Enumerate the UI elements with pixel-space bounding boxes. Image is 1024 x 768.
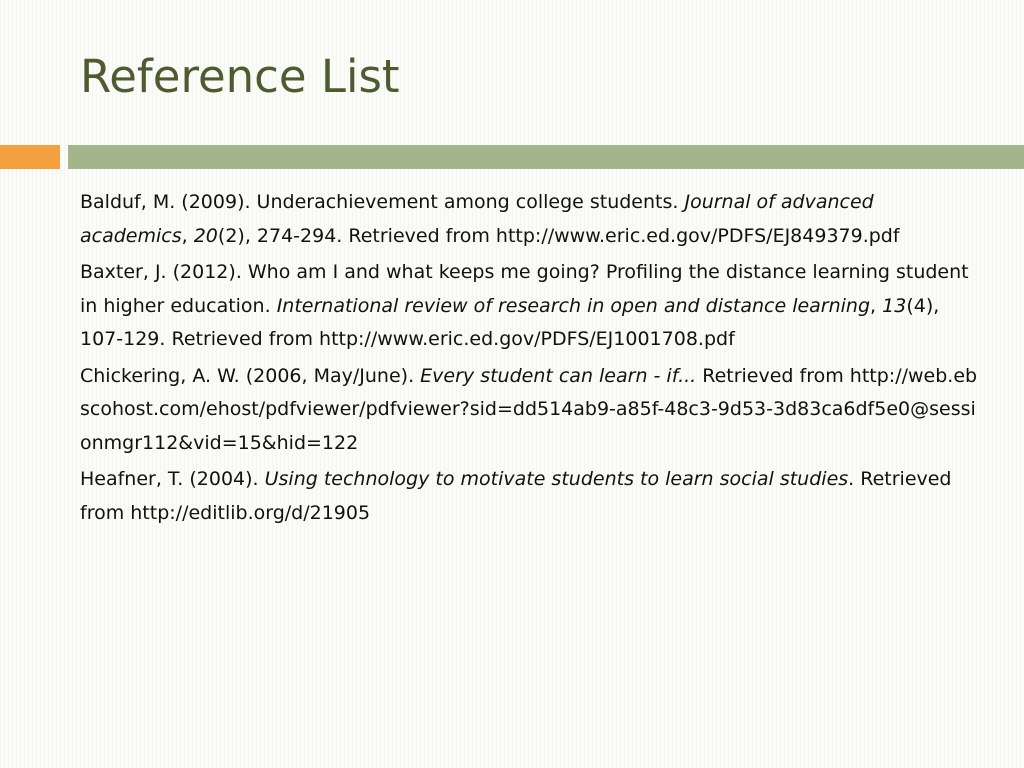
reference-details: (2), 274-294. Retrieved from [217,224,496,247]
reference-separator: , [181,224,194,247]
reference-url: http://www.eric.ed.gov/PDFS/EJ849379.pdf [495,224,900,247]
reference-author-date: Chickering, A. W. (2006, May/June). [80,364,421,387]
reference-separator: Retrieved from [696,364,850,387]
reference-author-date: Balduf, M. (2009). Underachievement among college students. [80,191,685,213]
reference-list [80,186,980,533]
reference-source-title: Using technology to motivate students to learn social studies [264,468,849,490]
reference-url: http://www.eric.ed.gov/PDFS/EJ1001708.pdf [319,328,735,350]
reference-source-title: Every student can learn - if... [420,364,697,387]
reference-entry-heafner [80,463,980,530]
reference-url: http://web.ebscohost.com/ehost/pdfviewer/pdfviewer?sid=dd514ab9-a85f-48c3-9d53-3d83ca6df5e0@sessionmgr112&vid=15&hid=122 [80,364,978,454]
accent-bar-orange [0,145,60,169]
reference-separator: , [870,294,883,317]
reference-source-title: Journal of advanced academics [80,191,874,247]
reference-url: http://editlib.org/d/21905 [130,501,371,524]
reference-entry-baxter [80,256,980,357]
reference-author-date: Baxter, J. (2012). Who am I and what keeps me going? Profiling the distance learning student in higher education. [80,261,969,317]
reference-volume: 20 [193,224,218,247]
reference-author-date: Heafner, T. (2004). [80,468,265,490]
reference-entry-balduf [80,186,980,253]
slide-title: Reference List [80,50,400,103]
reference-entry-chickering [80,360,980,461]
reference-details: (4), 107-129. Retrieved from [80,294,940,350]
reference-source-title: International review of research in open and distance learning [276,294,871,317]
reference-separator: . Retrieved from [80,468,952,524]
accent-bar-green [68,145,1024,169]
reference-volume: 13 [882,294,907,317]
